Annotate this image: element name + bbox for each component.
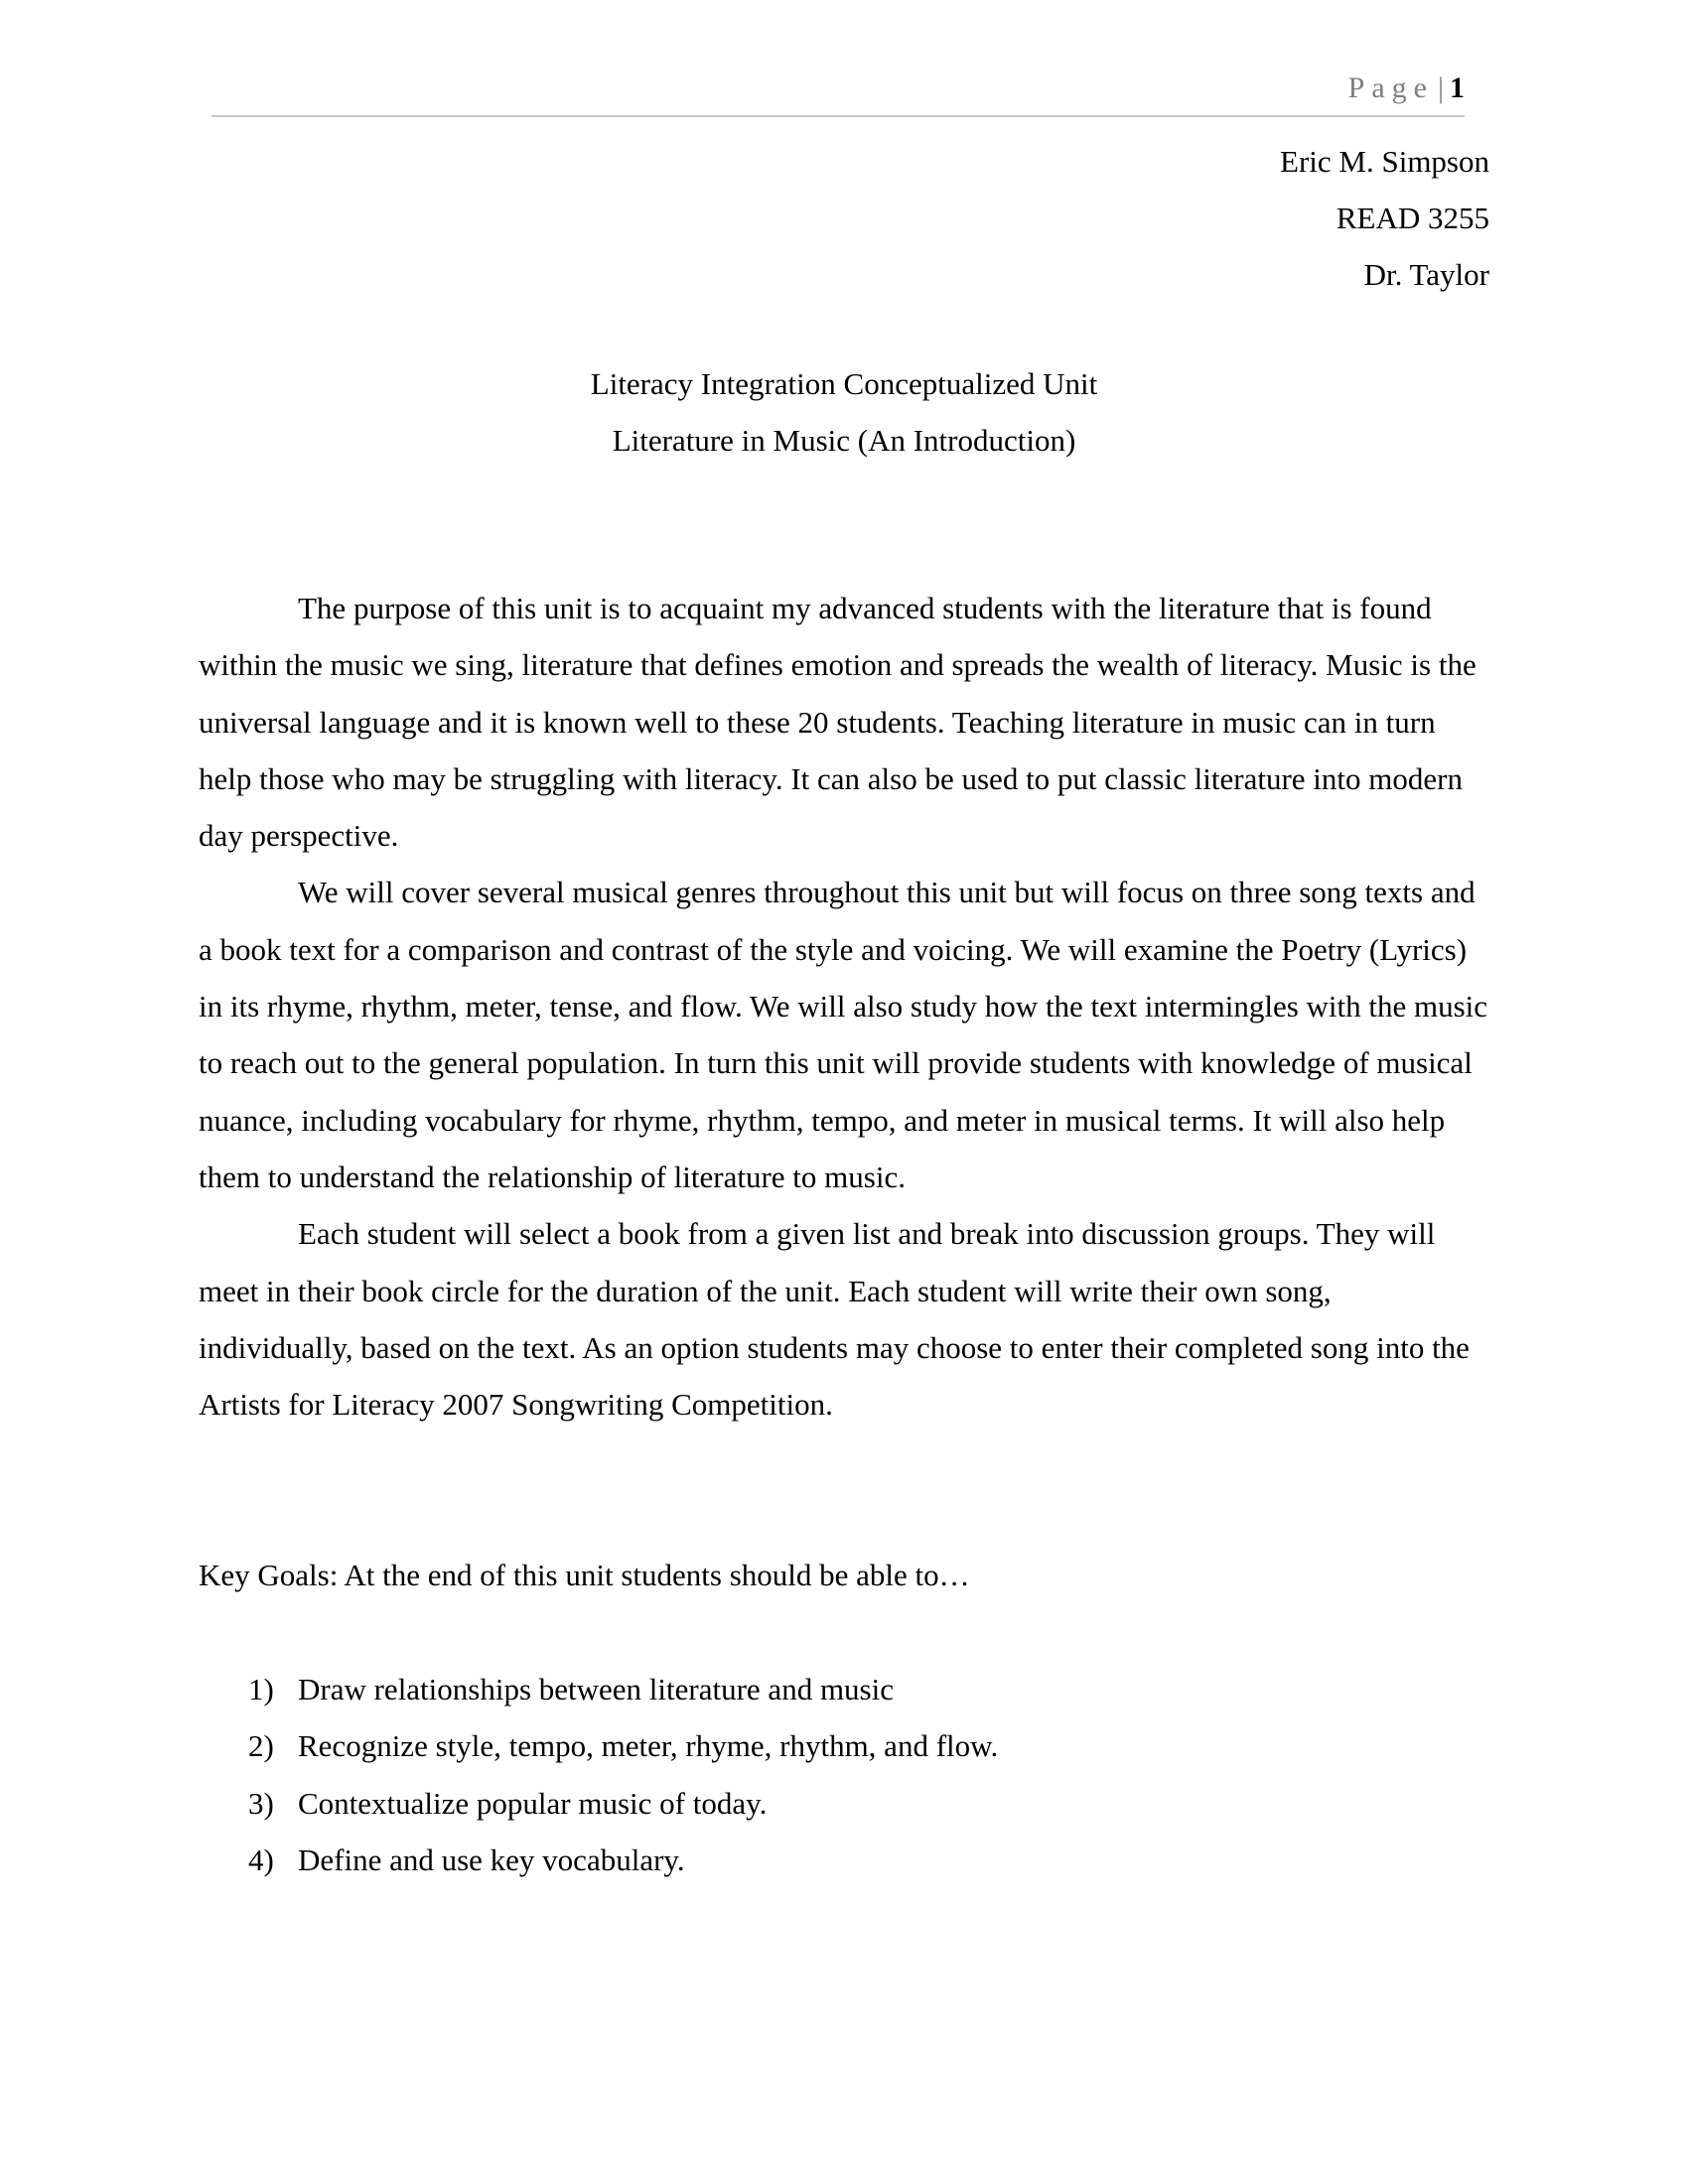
key-goals-intro: Key Goals: At the end of this unit students should be able to… [199, 1558, 970, 1592]
title-line-1: Literacy Integration Conceptualized Unit [590, 366, 1098, 401]
paragraph: Each student will select a book from a given list and break into discussion groups. They will meet in their book circle for the duration of the unit. Each student will write their own song, individually, based on the text. As an option students may choose to enter their completed song into the Artists for Literacy 2007 Songwriting Competition. [199, 1216, 1470, 1423]
list-item [248, 1832, 998, 1888]
title-line-2: Literature in Music (An Introduction) [612, 423, 1076, 458]
page-header [211, 69, 1465, 117]
list-item [248, 1717, 998, 1774]
page-number: 1 [1450, 71, 1465, 104]
list-item-text: Draw relationships between literature and music [298, 1672, 894, 1706]
list-item-number: 3) [248, 1785, 274, 1821]
list-item-number: 1) [248, 1672, 274, 1706]
paragraph: We will cover several musical genres throughout this unit but will focus on three song texts and a book text for a comparison and contrast of the style and voicing. We will examine the Poetry (Lyrics) in its rhyme, rhythm, meter, tense, and flow. We will also study how the text intermingles with the music to reach out to the general population. In turn this unit will provide students with knowledge of musical nuance, including vocabulary for rhyme, rhythm, tempo, and meter in musical terms. It will also help them to understand the relationship of literature to music. [199, 875, 1488, 1194]
list-item [248, 1661, 998, 1717]
page-separator: | [1437, 71, 1444, 104]
list-item-text: Contextualize popular music of today. [298, 1785, 768, 1821]
page-number-label [1348, 73, 1465, 103]
body-text [199, 580, 1489, 1433]
document-title [199, 355, 1489, 469]
list-item [248, 1775, 998, 1832]
author-name: Eric M. Simpson [1280, 144, 1489, 179]
paragraph: The purpose of this unit is to acquaint my advanced students with the literature that is found within the music we sing, literature that defines emotion and spreads the wealth of literacy. Music is the universal language and it is known well to these 20 students. Teaching literature in music can in turn help those who may be struggling with literacy. It can also be used to put classic literature into modern day perspective. [199, 591, 1477, 854]
list-item-text: Recognize style, tempo, meter, rhyme, rhythm, and flow. [298, 1728, 999, 1764]
key-goals-list [248, 1661, 998, 1888]
course-code: READ 3255 [1336, 201, 1489, 235]
list-item-number: 2) [248, 1728, 274, 1764]
page-word: Page [1347, 71, 1434, 104]
list-item-text: Define and use key vocabulary. [298, 1842, 685, 1877]
author-block [1280, 133, 1489, 303]
list-item-number: 4) [248, 1842, 274, 1877]
instructor-name: Dr. Taylor [1363, 257, 1489, 292]
